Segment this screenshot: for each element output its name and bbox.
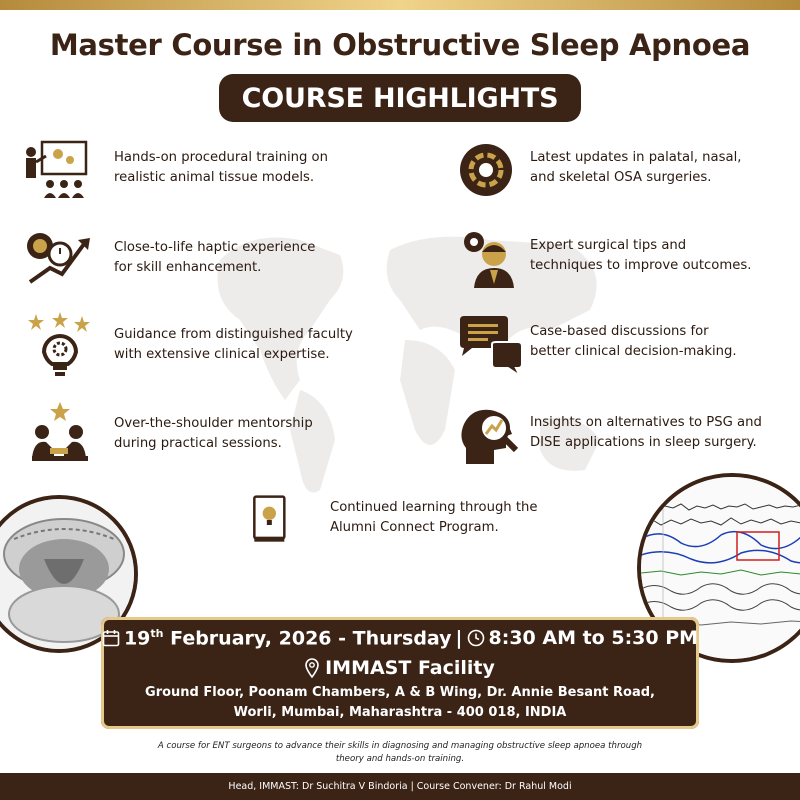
highlight-line: Latest updates in palatal, nasal,	[530, 150, 742, 165]
event-info-box	[101, 617, 699, 729]
clock-icon	[467, 629, 485, 647]
address-line-1: Ground Floor, Poonam Chambers, A & B Wing, Dr. Annie Besant Road,	[145, 685, 655, 700]
highlight-item	[456, 228, 751, 288]
highlight-item	[20, 228, 315, 288]
highlight-line: better clinical decision-making.	[530, 344, 737, 359]
event-day: 19	[123, 627, 151, 650]
highlight-line: Continued learning through the	[330, 500, 538, 515]
growth-gear-icon	[20, 228, 92, 288]
book-bulb-icon	[246, 490, 306, 550]
highlight-item	[456, 314, 737, 376]
highlight-line: Insights on alternatives to PSG and	[530, 415, 762, 430]
highlight-line: Over-the-shoulder mentorship	[114, 416, 313, 431]
highlight-line: techniques to improve outcomes.	[530, 258, 752, 273]
event-date: February, 2026 - Thursday	[170, 627, 452, 650]
tagline-line: A course for ENT surgeons to advance their skills in diagnosing and managing obstructive sleep apnoea through	[157, 741, 643, 751]
presentation-training-icon	[20, 140, 92, 200]
mentorship-icon	[24, 402, 96, 464]
surgeon-expert-icon	[456, 228, 528, 288]
event-time: 8:30 AM to 5:30 PM	[488, 627, 699, 650]
highlight-line: Expert surgical tips and	[530, 238, 687, 253]
footer-credits: Head, IMMAST: Dr Suchitra V Bindoria | Course Convener: Dr Rahul Modi	[0, 773, 800, 800]
address-line-2: Worli, Mumbai, Maharashtra - 400 018, INDIA	[233, 705, 567, 720]
separator: |	[455, 627, 463, 650]
highlight-item	[24, 402, 313, 464]
location-pin-icon	[305, 658, 319, 678]
event-day-suffix: th	[150, 627, 164, 640]
chat-bubbles-icon	[456, 314, 528, 376]
lightbulb-stars-icon	[24, 312, 96, 378]
highlight-item	[24, 312, 353, 378]
highlight-line: Guidance from distinguished faculty	[114, 327, 353, 342]
highlight-item	[456, 404, 762, 466]
tagline-line: theory and hands-on training.	[335, 754, 465, 764]
highlight-line: DISE applications in sleep surgery.	[530, 435, 757, 450]
highlight-line: Close-to-life haptic experience	[114, 240, 316, 255]
highlight-line: and skeletal OSA surgeries.	[530, 170, 712, 185]
course-highlights-banner: COURSE HIGHLIGHTS	[219, 74, 581, 122]
highlight-line: Case-based discussions for	[530, 324, 709, 339]
highlight-line: Hands-on procedural training on	[114, 150, 328, 165]
highlight-line: realistic animal tissue models.	[114, 170, 315, 185]
highlight-line: with extensive clinical expertise.	[114, 347, 330, 362]
date-time-line	[101, 627, 699, 649]
highlight-item	[20, 140, 328, 200]
highlight-line: for skill enhancement.	[114, 260, 262, 275]
top-gold-bar	[0, 0, 800, 10]
highlight-item	[456, 140, 741, 200]
calendar-icon	[102, 629, 120, 647]
venue-name: IMMAST Facility	[325, 657, 495, 679]
highlight-line: Alumni Connect Program.	[330, 520, 499, 535]
head-magnifier-icon	[456, 404, 528, 466]
venue-line	[101, 657, 699, 679]
course-tagline	[120, 740, 680, 766]
gear-cycle-icon	[456, 140, 528, 200]
highlight-line: during practical sessions.	[114, 436, 282, 451]
page-title: Master Course in Obstructive Sleep Apnoea	[49, 28, 751, 62]
highlight-item	[246, 490, 538, 550]
